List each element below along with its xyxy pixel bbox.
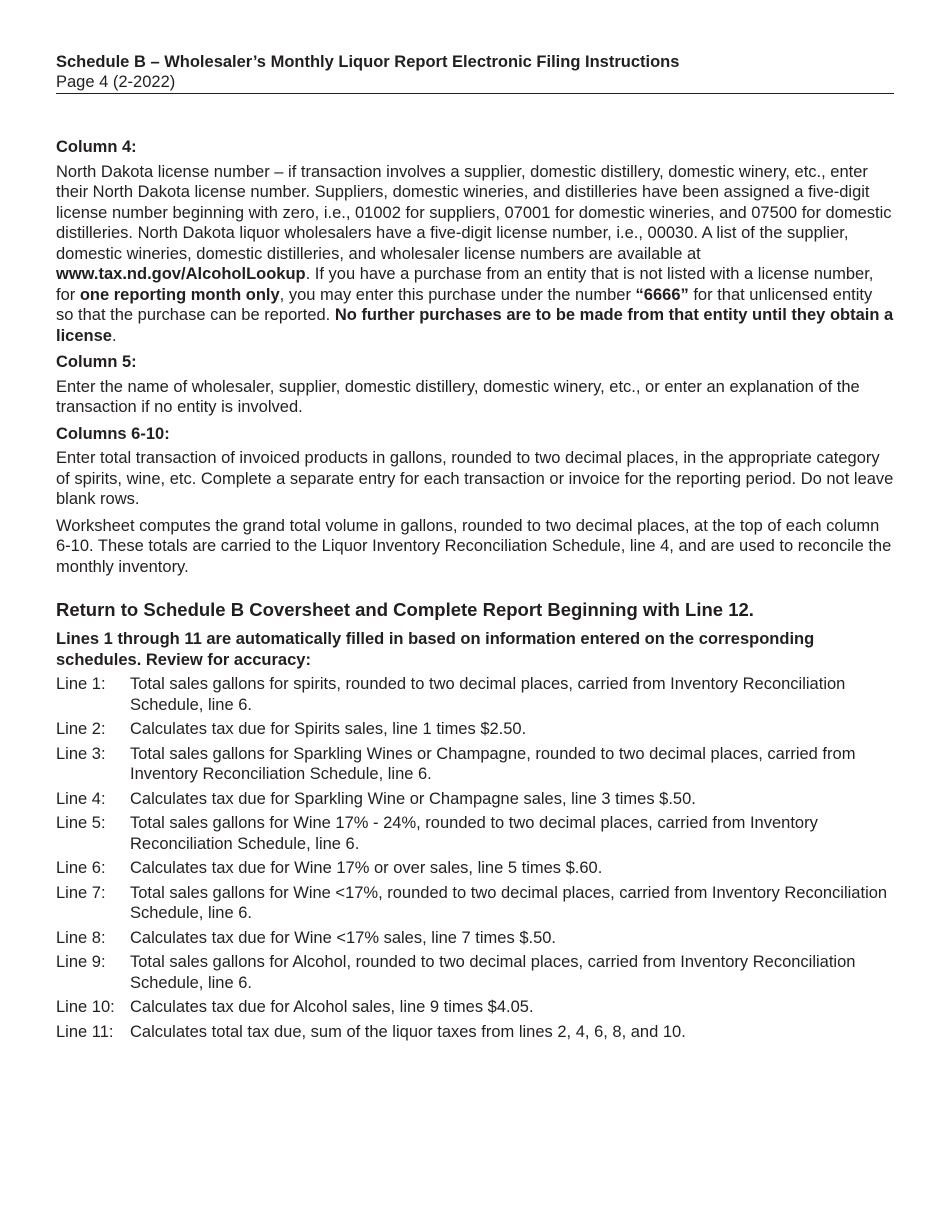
header-divider bbox=[56, 93, 894, 94]
column4-text4: for that unlicensed entity so that the purchase can be reported. bbox=[56, 285, 873, 324]
list-item bbox=[56, 858, 894, 879]
columns6-10-heading: Columns 6-10: bbox=[56, 424, 170, 443]
line-label: Line 5: bbox=[56, 814, 106, 832]
line-label: Line 8: bbox=[56, 928, 106, 947]
alcohol-lookup-link[interactable]: www.tax.nd.gov/AlcoholLookup bbox=[56, 265, 306, 283]
list-item bbox=[56, 997, 894, 1018]
column5-paragraph: Enter the name of wholesaler, supplier, domestic distillery, domestic winery, etc., or enter an explanation of the transaction if no entity is involved. bbox=[56, 377, 860, 416]
line-text: Calculates tax due for Wine 17% or over sales, line 5 times $.60. bbox=[130, 859, 603, 877]
document-body bbox=[56, 137, 894, 1042]
column4-text1: North Dakota license number – if transaction involves a supplier, domestic distillery, domestic winery, etc., enter their North Dakota license number. Suppliers, domestic wineries, and distilleries have been assigned a five-digit license number beginning with zero, i.e., 01002 for suppliers, 07001 for domestic wineries, and 07500 for domestic distilleries. North Dakota liquor wholesalers have a five-digit license number, i.e., 00030. A list of the supplier, domestic wineries, domestic distilleries, and wholesaler license numbers are available at bbox=[56, 162, 892, 263]
line-text: Total sales gallons for Sparkling Wines or Champagne, rounded to two decimal places, carried from Inventory Reconciliation Schedule, line 6. bbox=[130, 744, 856, 783]
line-text: Total sales gallons for Wine <17%, rounded to two decimal places, carried from Inventory Reconciliation Schedule, line 6. bbox=[130, 883, 888, 922]
line-text: Calculates tax due for Wine <17% sales, line 7 times $.50. bbox=[130, 928, 557, 947]
line-text: Calculates tax due for Alcohol sales, line 9 times $4.05. bbox=[130, 998, 534, 1016]
line-label: Line 6: bbox=[56, 859, 106, 877]
line-label: Line 10: bbox=[56, 998, 115, 1016]
line-text: Total sales gallons for spirits, rounded to two decimal places, carried from Inventory Reconciliation Schedule, line 6. bbox=[130, 675, 846, 714]
column4-bold1: one reporting month only bbox=[79, 285, 280, 304]
line-label: Line 9: bbox=[56, 953, 106, 971]
column4-text5: . bbox=[111, 326, 117, 345]
column4-bold3: No further purchases are to be made from that entity until they obtain a license bbox=[56, 306, 894, 345]
document-title: Schedule B – Wholesaler’s Monthly Liquor Report Electronic Filing Instructions bbox=[56, 53, 680, 71]
line-text: Total sales gallons for Alcohol, rounded to two decimal places, carried from Inventory Reconciliation Schedule, line 6. bbox=[130, 953, 856, 992]
line-text: Calculates tax due for Spirits sales, line 1 times $2.50. bbox=[130, 720, 527, 738]
column4-paragraph bbox=[56, 162, 894, 347]
list-item bbox=[56, 789, 894, 810]
column5-section bbox=[56, 352, 894, 418]
line-label: Line 11: bbox=[56, 1022, 114, 1041]
list-item bbox=[56, 928, 894, 949]
column4-section bbox=[56, 137, 894, 346]
list-item bbox=[56, 1022, 894, 1043]
line-label: Line 4: bbox=[56, 789, 106, 808]
column4-bold2: “6666” bbox=[635, 285, 689, 304]
page-number: Page 4 (2-2022) bbox=[56, 73, 176, 91]
column4-text3: , you may enter this purchase under the number bbox=[279, 285, 636, 304]
line-text: Total sales gallons for Wine 17% - 24%, rounded to two decimal places, carried from Inventory Reconciliation Schedule, line 6. bbox=[130, 814, 818, 853]
line-label: Line 3: bbox=[56, 744, 106, 763]
list-item bbox=[56, 883, 894, 924]
return-section bbox=[56, 599, 894, 1042]
column5-heading: Column 5: bbox=[56, 353, 137, 371]
line-label: Line 2: bbox=[56, 720, 106, 738]
line-text: Calculates tax due for Sparkling Wine or Champagne sales, line 3 times $.50. bbox=[130, 789, 696, 808]
list-item bbox=[56, 813, 894, 854]
columns6-10-paragraph1: Enter total transaction of invoiced products in gallons, rounded to two decimal places, in the appropriate category of spirits, wine, etc. Complete a separate entry for each transaction or invoice for the reporting period. Do not leave blank rows. bbox=[56, 449, 894, 508]
return-heading: Return to Schedule B Coversheet and Complete Report Beginning with Line 12. bbox=[56, 599, 754, 620]
list-item bbox=[56, 674, 894, 715]
page-header bbox=[56, 52, 894, 94]
columns6-10-paragraph2: Worksheet computes the grand total volume in gallons, rounded to two decimal places, at the top of each column 6-10. These totals are carried to the Liquor Inventory Reconciliation Schedule, line 4, and are used to reconcile the monthly inventory. bbox=[56, 516, 892, 576]
column4-text2: . If you have a purchase from an entity that is not listed with a license number, for bbox=[56, 265, 874, 304]
line-label: Line 1: bbox=[56, 675, 106, 693]
return-intro: Lines 1 through 11 are automatically filled in based on information entered on the corresponding schedules. Review for accuracy: bbox=[56, 630, 815, 669]
list-item bbox=[56, 952, 894, 993]
list-item bbox=[56, 719, 894, 740]
line-label: Line 7: bbox=[56, 883, 106, 902]
line-text: Calculates total tax due, sum of the liquor taxes from lines 2, 4, 6, 8, and 10. bbox=[130, 1022, 686, 1041]
line-list bbox=[56, 674, 894, 1042]
document-page bbox=[56, 52, 894, 1046]
columns6-10-section bbox=[56, 424, 894, 578]
list-item bbox=[56, 744, 894, 785]
column4-heading: Column 4: bbox=[56, 138, 137, 156]
